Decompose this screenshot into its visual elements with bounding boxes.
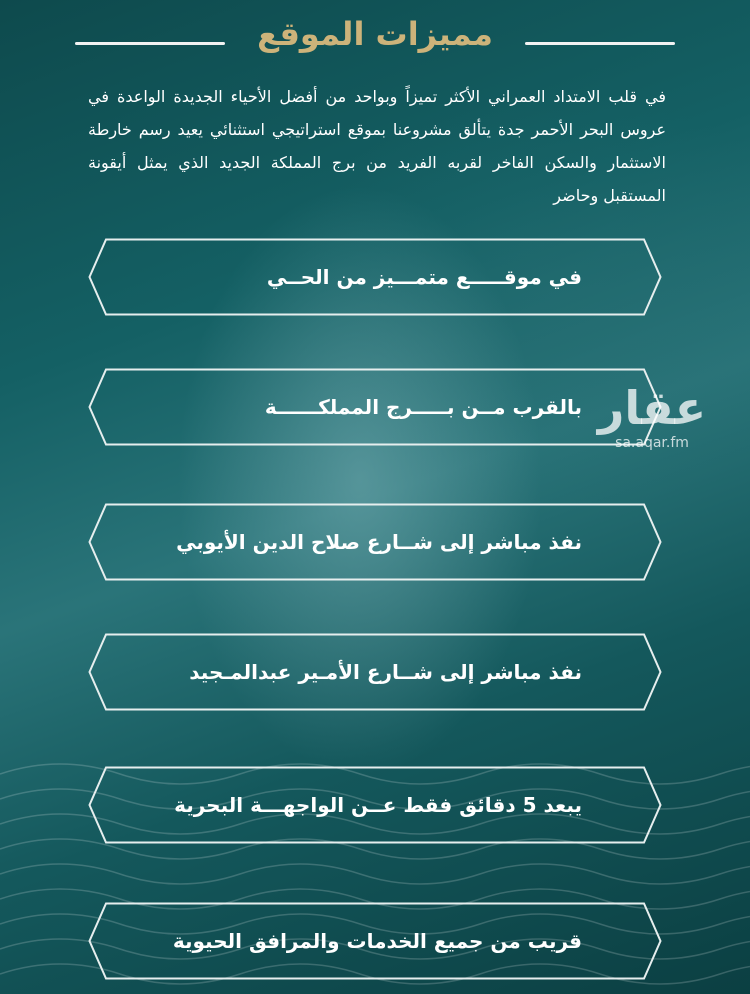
feature-label: نفذ مباشر إلى شــارع الأمـير عبدالمـجيد [189, 660, 582, 684]
watermark [592, 382, 712, 452]
page-header [0, 10, 750, 60]
feature-label: نفذ مباشر إلى شــارع صلاح الدين الأيوبي [176, 530, 582, 554]
page-title: مميزات الموقع [257, 15, 493, 53]
feature-card [88, 766, 662, 844]
watermark-url: sa.aqar.fm [615, 435, 689, 451]
watermark-logo: عقار [597, 381, 707, 435]
feature-card [88, 503, 662, 581]
feature-label: قريب من جميع الخدمات والمرافق الحيوية [172, 929, 582, 953]
feature-card [88, 368, 662, 446]
header-divider-right [525, 42, 675, 45]
feature-card [88, 238, 662, 316]
feature-label: في موقـــــع متمـــيز من الحــي [266, 265, 582, 289]
feature-label: بالقرب مــن بـــــرج المملكــــــة [264, 395, 582, 419]
feature-card [88, 633, 662, 711]
feature-card [88, 902, 662, 980]
intro-paragraph: في قلب الامتداد العمراني الأكثر تميزاً وبواحد من أفضل الأحياء الجديدة الواعدة في عروس البحر الأحمر جدة يتألق مشروعنا بموقع استراتيجي استثنائي يعيد رسم خارطة الاستثمار والسكن الفاخر لقربه الفريد من برج المملكة الجديد الذي يمثل أيقونة المستقبل وحاضر [88, 87, 666, 205]
feature-label: يبعد 5 دقائق فقط عــن الواجهـــة البحرية [174, 793, 582, 817]
